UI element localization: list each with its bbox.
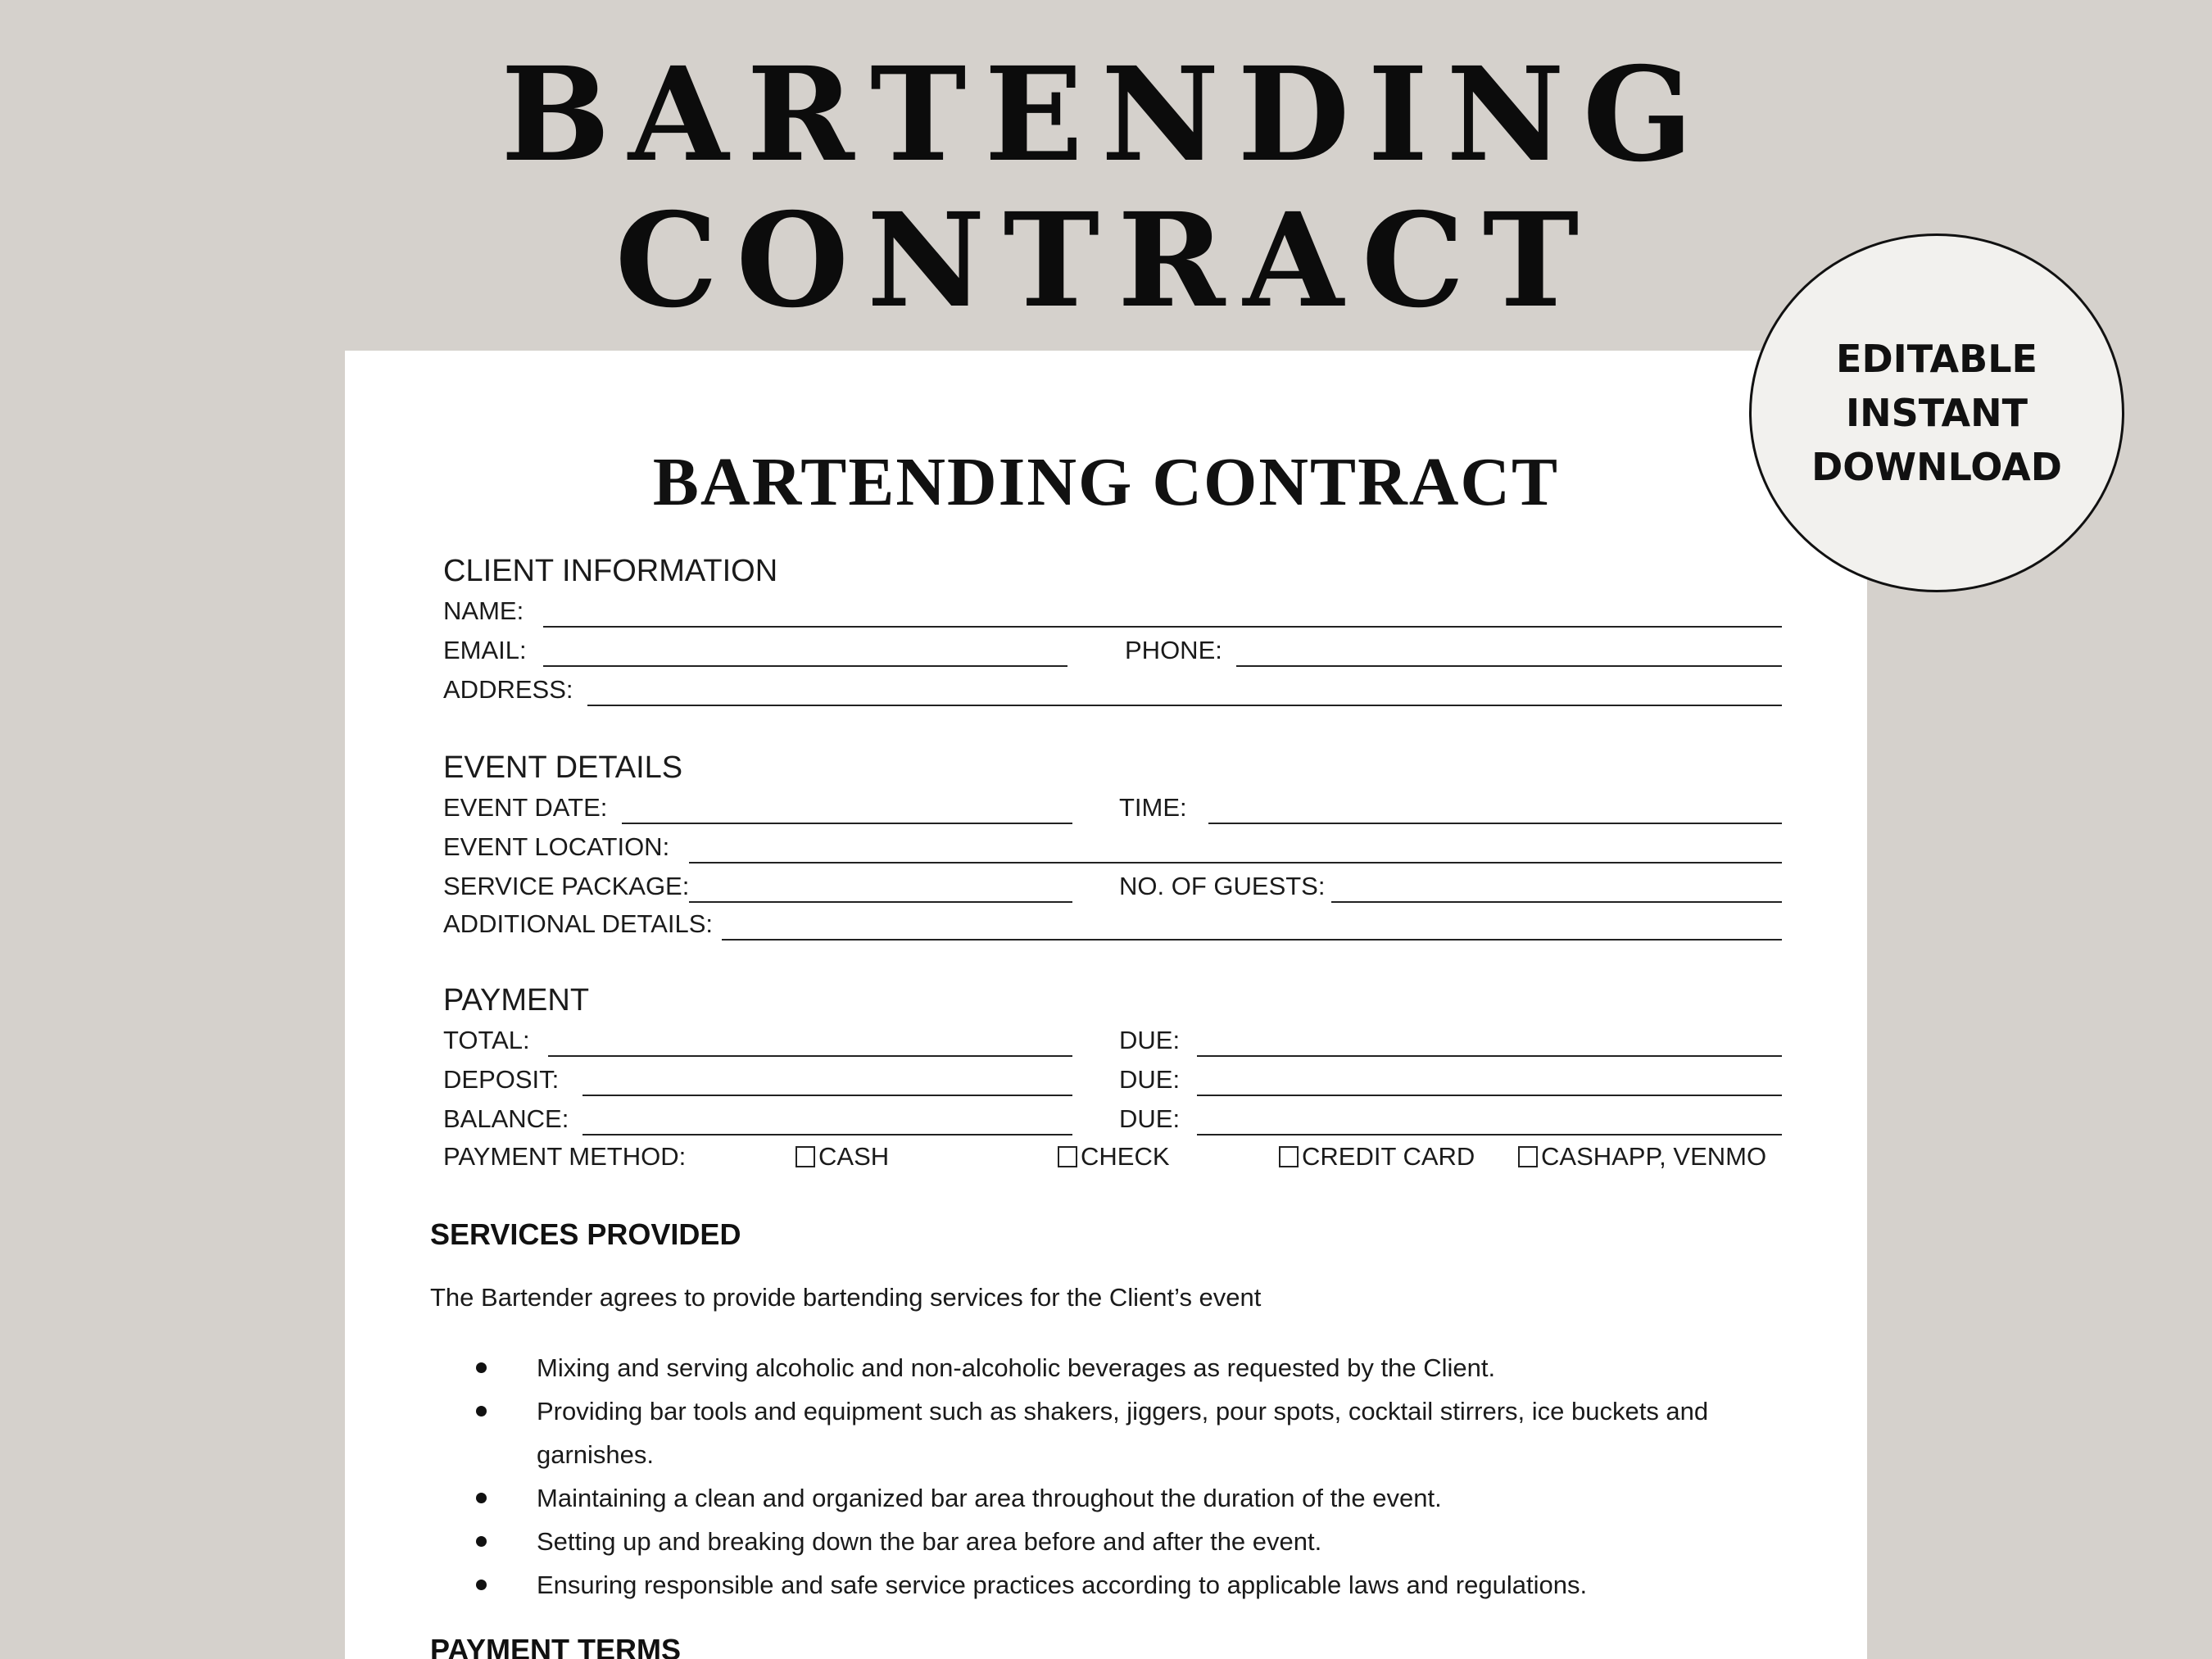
- check-checkbox[interactable]: [1058, 1142, 1170, 1172]
- badge-line-2: INSTANT: [1845, 391, 2028, 435]
- total-due-field[interactable]: [1197, 1055, 1782, 1057]
- deposit-due-field[interactable]: [1197, 1095, 1782, 1096]
- services-intro: The Bartender agrees to provide bartending services for the Client’s event: [430, 1283, 1262, 1312]
- deposit-due-label: DUE:: [1119, 1065, 1181, 1094]
- event-date-field[interactable]: [622, 823, 1072, 824]
- list-item: [476, 1346, 1770, 1389]
- badge-line-1: EDITABLE: [1836, 337, 2037, 381]
- checkbox-icon: [796, 1146, 815, 1167]
- service-item-text: Providing bar tools and equipment such as shakers, jiggers, pour spots, cocktail stirrers, ice buckets and garnishes.: [537, 1397, 1709, 1469]
- total-field[interactable]: [548, 1055, 1072, 1057]
- cashapp-venmo-checkbox[interactable]: [1518, 1142, 1766, 1172]
- balance-field[interactable]: [582, 1134, 1072, 1135]
- service-package-label: SERVICE PACKAGE:: [443, 872, 690, 900]
- email-field[interactable]: [543, 665, 1067, 667]
- payment-heading: PAYMENT: [443, 983, 590, 1018]
- guests-field[interactable]: [1331, 901, 1782, 903]
- deposit-field[interactable]: [582, 1095, 1072, 1096]
- service-item-text: Maintaining a clean and organized bar area throughout the duration of the event.: [537, 1484, 1442, 1512]
- checkbox-icon: [1279, 1146, 1299, 1167]
- deposit-row: [443, 1065, 1782, 1103]
- services-provided-heading: SERVICES PROVIDED: [430, 1217, 741, 1251]
- phone-label: PHONE:: [1125, 636, 1222, 664]
- additional-details-label: ADDITIONAL DETAILS:: [443, 909, 714, 938]
- service-item-text: Ensuring responsible and safe service practices according to applicable laws and regulations.: [537, 1571, 1588, 1599]
- address-label: ADDRESS:: [443, 675, 573, 704]
- balance-label: BALANCE:: [443, 1104, 569, 1133]
- total-due-label: DUE:: [1119, 1026, 1181, 1054]
- time-field[interactable]: [1208, 823, 1782, 824]
- email-label: EMAIL:: [443, 636, 527, 664]
- hero-title-line-2: CONTRACT: [614, 185, 1598, 337]
- phone-field[interactable]: [1236, 665, 1782, 667]
- event-location-label: EVENT LOCATION:: [443, 832, 670, 861]
- total-row: [443, 1026, 1782, 1063]
- event-details-heading: EVENT DETAILS: [443, 750, 683, 785]
- time-label: TIME:: [1119, 793, 1187, 822]
- email-phone-row: [443, 636, 1782, 673]
- list-item: [476, 1476, 1770, 1520]
- payment-method-label: PAYMENT METHOD:: [443, 1142, 687, 1171]
- additional-details-row: [443, 909, 1782, 947]
- guests-label: NO. OF GUESTS:: [1119, 872, 1326, 900]
- contract-document: [345, 351, 1867, 1659]
- cash-option-label: CASH: [818, 1142, 890, 1171]
- check-option-label: CHECK: [1081, 1142, 1170, 1171]
- bullet-icon: [476, 1493, 487, 1503]
- list-item: [476, 1520, 1770, 1563]
- total-label: TOTAL:: [443, 1026, 530, 1054]
- address-field[interactable]: [587, 705, 1782, 706]
- credit-card-option-label: CREDIT CARD: [1302, 1142, 1475, 1171]
- balance-due-label: DUE:: [1119, 1104, 1181, 1133]
- bullet-icon: [476, 1536, 487, 1547]
- balance-due-field[interactable]: [1197, 1134, 1782, 1135]
- name-field[interactable]: [543, 626, 1782, 628]
- service-item-text: Mixing and serving alcoholic and non-alcoholic beverages as requested by the Client.: [537, 1353, 1496, 1382]
- event-location-row: [443, 832, 1782, 870]
- checkbox-icon: [1518, 1146, 1538, 1167]
- cash-checkbox[interactable]: [796, 1142, 889, 1172]
- bullet-icon: [476, 1406, 487, 1416]
- service-package-field[interactable]: [689, 901, 1072, 903]
- address-row: [443, 675, 1782, 713]
- payment-method-row: [443, 1142, 1782, 1180]
- cashapp-venmo-option-label: CASHAPP, VENMO: [1541, 1142, 1767, 1171]
- client-information-heading: CLIENT INFORMATION: [443, 554, 778, 588]
- service-guests-row: [443, 872, 1782, 909]
- editable-instant-download-badge: [1749, 233, 2124, 592]
- balance-row: [443, 1104, 1782, 1142]
- services-list: [476, 1346, 1770, 1607]
- checkbox-icon: [1058, 1146, 1077, 1167]
- bullet-icon: [476, 1362, 487, 1373]
- name-row: [443, 596, 1782, 634]
- name-label: NAME:: [443, 596, 524, 625]
- list-item: [476, 1389, 1770, 1476]
- additional-details-field[interactable]: [722, 939, 1782, 941]
- bullet-icon: [476, 1580, 487, 1590]
- list-item: [476, 1563, 1770, 1607]
- payment-terms-heading: PAYMENT TERMS: [430, 1633, 682, 1659]
- badge-line-3: DOWNLOAD: [1811, 445, 2062, 489]
- service-item-text: Setting up and breaking down the bar area before and after the event.: [537, 1527, 1322, 1556]
- document-title: BARTENDING CONTRACT: [652, 444, 1560, 520]
- deposit-label: DEPOSIT:: [443, 1065, 560, 1094]
- event-date-time-row: [443, 793, 1782, 831]
- event-location-field[interactable]: [689, 862, 1782, 863]
- event-date-label: EVENT DATE:: [443, 793, 608, 822]
- hero-title-line-1: BARTENDING: [501, 39, 1711, 191]
- credit-card-checkbox[interactable]: [1279, 1142, 1475, 1172]
